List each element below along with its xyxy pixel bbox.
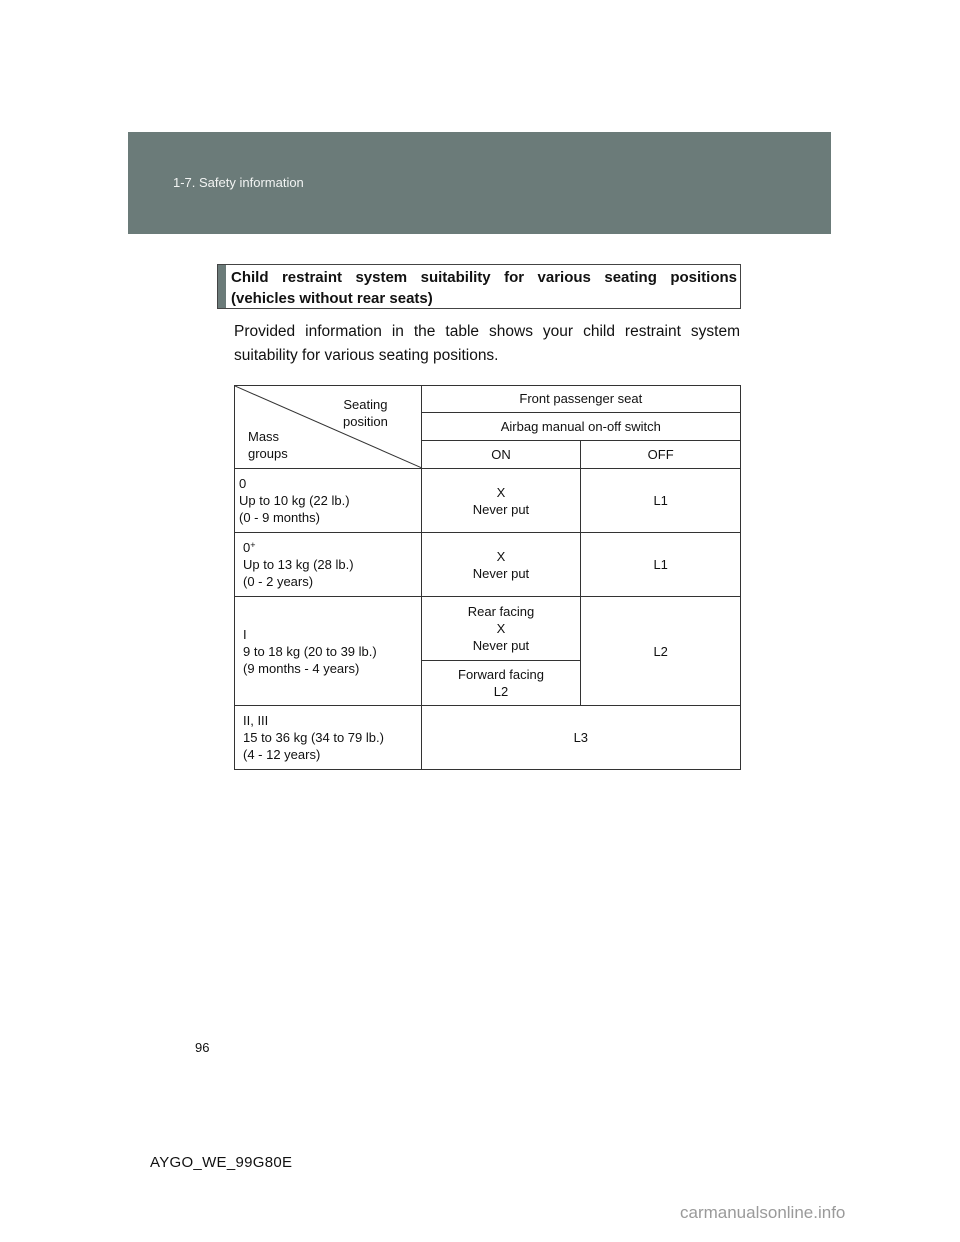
page-number: 96 (195, 1040, 210, 1055)
off-cell: L2 (581, 597, 741, 706)
corner-header-cell (235, 386, 422, 469)
mass-group-cell: 0 Up to 10 kg (22 lb.) (0 - 9 months) (235, 469, 422, 533)
section-header-band (128, 132, 831, 234)
on-rear-facing-cell: Rear facing X Never put (421, 597, 581, 661)
on-off-combined-cell: L3 (421, 706, 740, 770)
watermark: carmanualsonline.info (680, 1203, 846, 1222)
on-cell: X Never put (421, 469, 581, 533)
table-row (235, 597, 741, 661)
mass-group-cell: 0+ Up to 13 kg (28 lb.) (0 - 2 years) (235, 533, 422, 597)
table-row (235, 706, 741, 770)
subsection-heading (217, 264, 741, 309)
off-cell: L1 (581, 533, 741, 597)
table-row (235, 533, 741, 597)
table-row (235, 469, 741, 533)
child-restraint-table (234, 385, 741, 770)
mass-group-cell: I 9 to 18 kg (20 to 39 lb.) (9 months - 4 years) (235, 597, 422, 706)
on-forward-facing-cell: Forward facing L2 (421, 661, 581, 706)
section-title: 1-7. Safety information (173, 175, 304, 190)
mass-groups-label: Mass groups (248, 429, 288, 461)
intro-paragraph: Provided information in the table shows your child restraint system suitability for various seating positions. (234, 323, 740, 364)
front-passenger-seat-header: Front passenger seat (421, 386, 740, 413)
on-cell: X Never put (421, 533, 581, 597)
off-cell: L1 (581, 469, 741, 533)
mass-group-cell: II, III 15 to 36 kg (34 to 79 lb.) (4 - 12 years) (235, 706, 422, 770)
airbag-switch-header: Airbag manual on-off switch (421, 412, 740, 440)
document-code: AYGO_WE_99G80E (150, 1154, 293, 1171)
col-off-header: OFF (581, 440, 741, 468)
col-on-header: ON (421, 440, 581, 468)
heading-accent-bar (218, 265, 226, 308)
seating-position-label: Seating position (343, 397, 388, 429)
heading-title: Child restraint system suitability for various seating positions (vehicles without rear seats) (231, 269, 737, 307)
